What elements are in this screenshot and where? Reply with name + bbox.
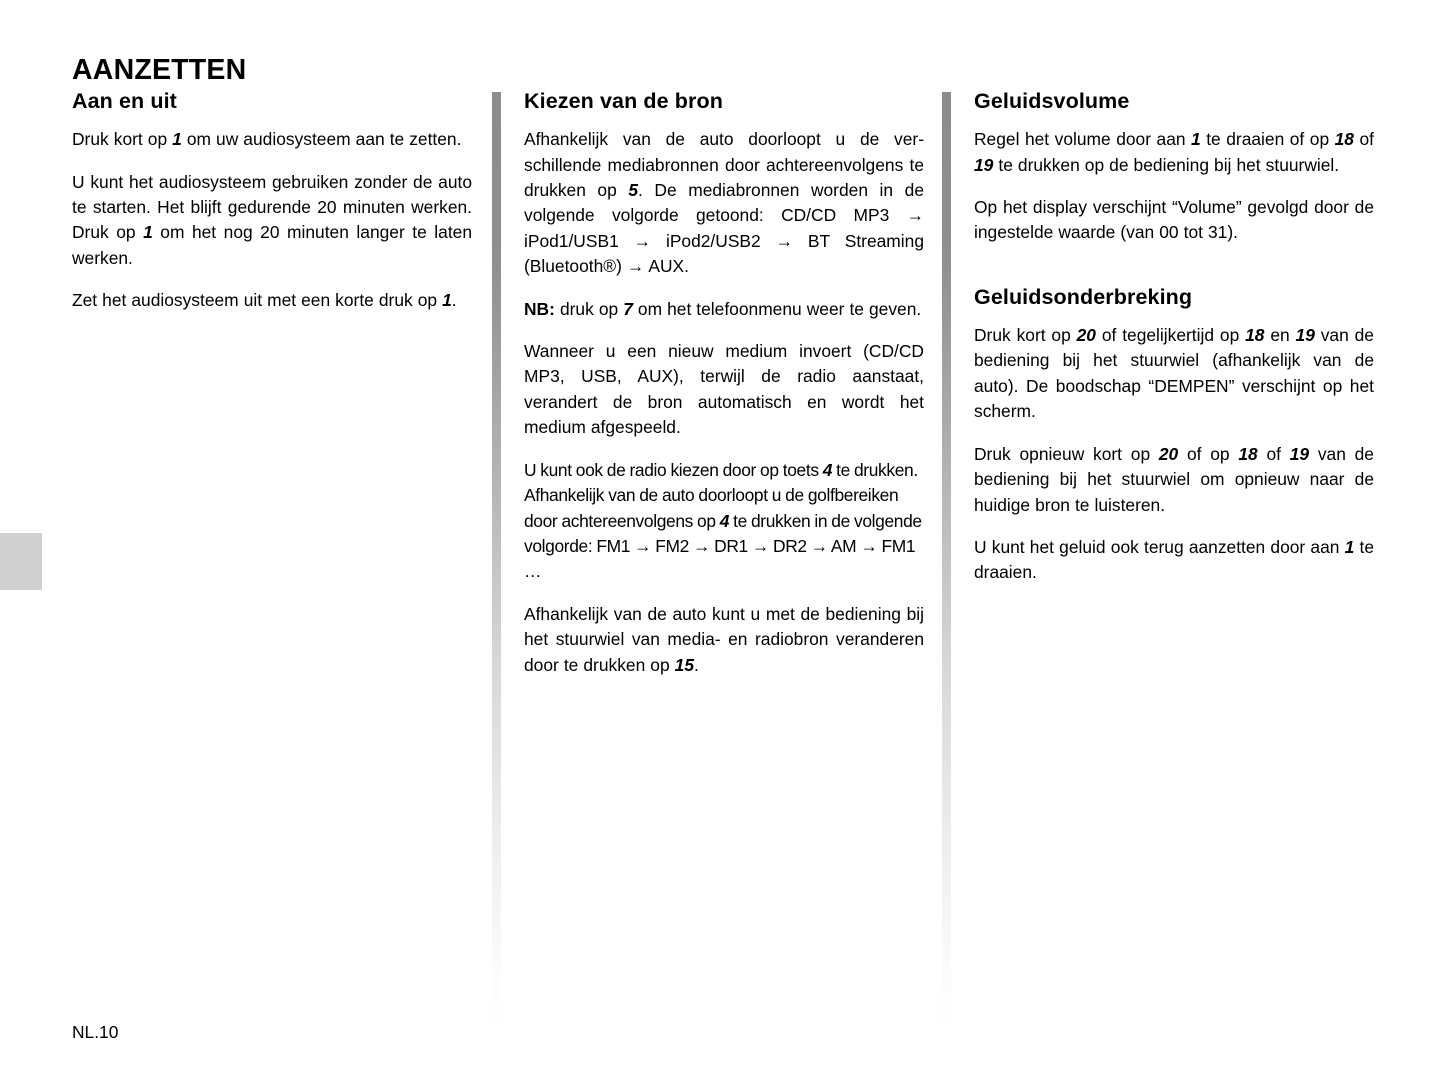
column-left [72, 88, 472, 314]
control-reference-number: 18 [1245, 325, 1265, 346]
body-paragraph: Druk kort op 1 om uw audiosysteem aan te zetten. [72, 129, 462, 150]
column-divider-right [942, 92, 951, 1022]
control-reference-number: 1 [143, 222, 153, 243]
control-reference-number: 1 [1191, 129, 1201, 150]
body-paragraph: Op het display verschijnt “Volume” gevolgd door de ingestelde waarde (van 00 tot 31). [974, 197, 1374, 243]
column-divider-left [492, 92, 501, 1022]
body-paragraph: U kunt ook de radio kiezen door op toets 4 te drukken. Afhankelijk van de auto doorloopt u de golfbereiken door achtereenvolgens op 4 te drukken in de volgende volgorde: FM1 → FM2 → DR1 → DR2 → AM → FM1 … [524, 459, 922, 582]
section-heading: Aan en uit [72, 89, 177, 113]
control-reference-number: 19 [1295, 325, 1315, 346]
page-number: NL.10 [72, 1022, 119, 1042]
section-heading: Geluidsonderbreking [974, 284, 1193, 309]
control-reference-number: 5 [628, 180, 639, 201]
control-reference-number: 1 [442, 290, 452, 311]
section-heading: Geluidsvolume [974, 89, 1130, 113]
control-reference-number: 1 [172, 129, 182, 150]
body-paragraph: Afhankelijk van de auto kunt u met de bediening bij het stuurwiel van media- en radiobron veranderen door te drukken op 15. [524, 603, 924, 675]
body-paragraph: U kunt het audiosysteem gebruiken zonder de auto te starten. Het blijft gedurende 20 minuten werken. Druk op 1 om het nog 20 minuten langer te laten werken. [72, 171, 473, 268]
body-paragraph: Wanneer u een nieuw medium invoert (CD/CD MP3, USB, AUX), terwijl de radio aanstaat, verandert de bron automatisch en wordt het medium afgespeeld. [524, 341, 924, 438]
control-reference-number: 1 [1344, 536, 1355, 557]
body-paragraph: Druk opnieuw kort op 20 of op 18 of 19 van de bediening bij het stuurwiel om opnieuw naar de huidige bron te luisteren. [974, 443, 1374, 515]
control-reference-number: 19 [974, 154, 994, 175]
control-reference-number: 15 [674, 654, 694, 675]
body-paragraph: U kunt het geluid ook terug aanzetten door aan 1 te draaien. [974, 536, 1374, 583]
control-reference-number: 4 [719, 510, 730, 531]
control-reference-number: 4 [822, 459, 833, 480]
chapter-edge-tab [0, 533, 42, 590]
note-label: NB: [524, 298, 555, 319]
control-reference-number: 18 [1334, 129, 1354, 150]
page-title: AANZETTEN [72, 54, 247, 87]
column-middle [524, 88, 924, 678]
body-paragraph: NB: druk op 7 om het telefoonmenu weer te geven. [524, 298, 922, 319]
control-reference-number: 18 [1238, 443, 1258, 464]
control-reference-number: 7 [623, 298, 633, 319]
control-reference-number: 20 [1076, 325, 1096, 346]
control-reference-number: 19 [1289, 443, 1310, 464]
column-right [974, 88, 1374, 586]
body-paragraph: Afhankelijk van de auto doorloopt u de verschillende mediabronnen door achtereenvolgens te drukken op 5. De mediabronnen worden in de volgende volgorde getoond: CD/CD MP3 → iPod1/USB1 → iPod2/USB2 → BT Streaming (Bluetooth®) → AUX. [524, 129, 924, 277]
body-paragraph: Regel het volume door aan 1 te draaien of op 18 of 19 te drukken op de bediening bij het stuurwiel. [974, 129, 1374, 175]
body-paragraph: Druk kort op 20 of tegelijkertijd op 18 en 19 van de bediening bij het stuurwiel (afhankelijk van de auto). De boodschap “DEMPEN” verschijnt op het scherm. [974, 325, 1374, 422]
body-paragraph: Zet het audiosysteem uit met een korte druk op 1. [72, 290, 457, 311]
section-heading: Kiezen van de bron [524, 89, 723, 113]
control-reference-number: 20 [1158, 443, 1179, 464]
